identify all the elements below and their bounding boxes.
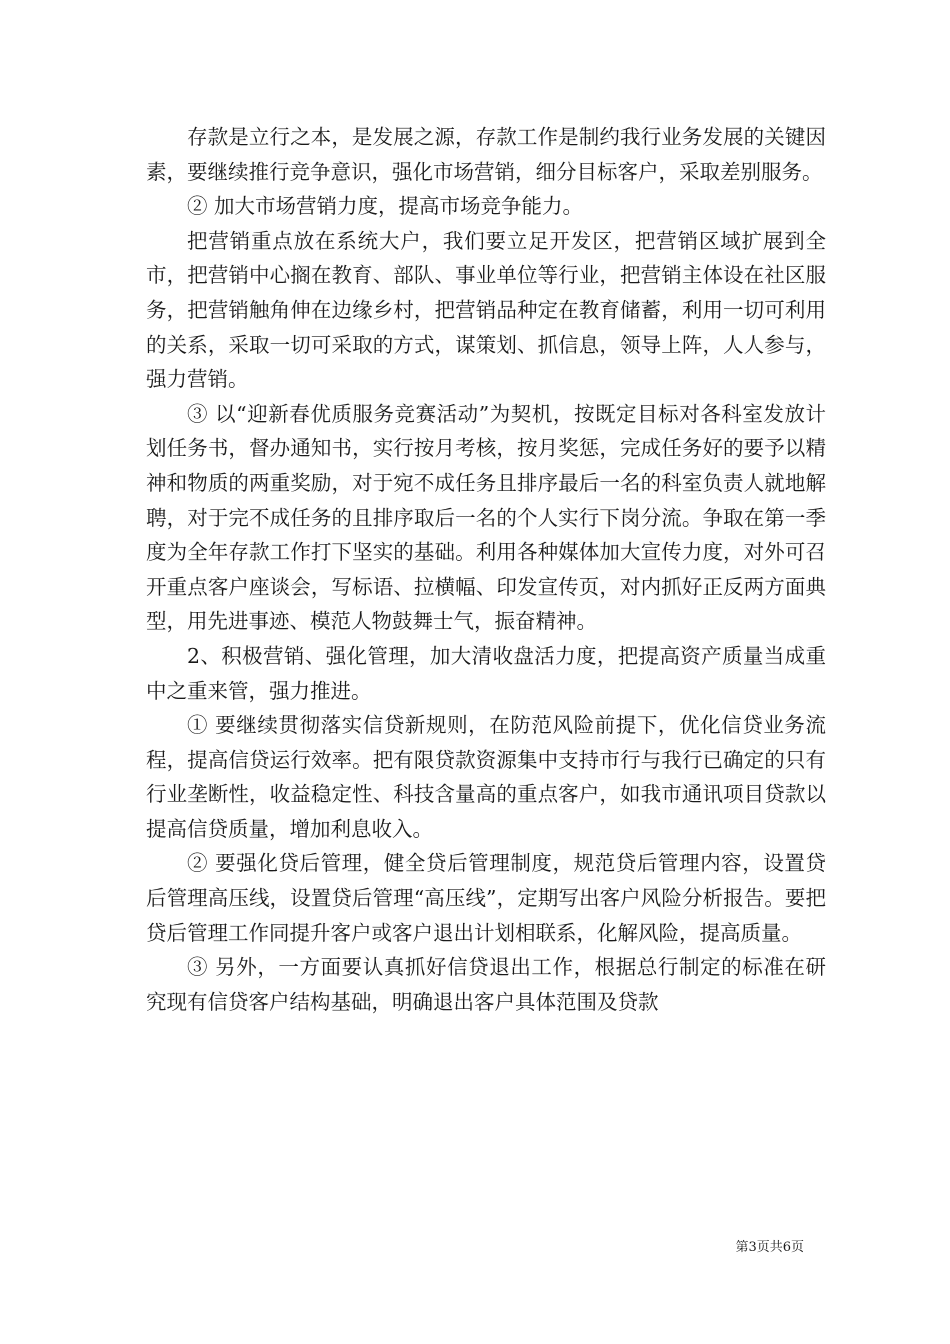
document-body xyxy=(146,120,826,1019)
paragraph-asset-quality: 2、积极营销、强化管理，加大清收盘活力度，把提高资产质量当成重中之重来管，强力推进。 xyxy=(146,643,826,703)
paragraph-deposit-foundation: 存款是立行之本，是发展之源，存款工作是制约我行业务发展的关键因素，要继续推行竞争意识，强化市场营销，细分目标客户，采取差别服务。 xyxy=(146,125,826,184)
paragraph-credit-exit: ③ 另外，一方面要认真抓好信贷退出工作，根据总行制定的标准在研究现有信贷客户结构基础，明确退出客户具体范围及贷款 xyxy=(146,955,826,1014)
paragraph-marketing-focus: 把营销重点放在系统大户，我们要立足开发区，把营销区域扩展到全市，把营销中心搁在教育、部队、事业单位等行业，把营销主体设在社区服务，把营销触角伸在边缘乡村，把营销品种定在教育储蓄，利用一切可利用的关系，采取一切可采取的方式，谋策划、抓信息，领导上阵，人人参与，强力营销。 xyxy=(146,228,826,392)
paragraph-post-loan-management: ② 要强化贷后管理，健全贷后管理制度，规范贷后管理内容，设置贷后管理高压线，设置贷后管理“高压线”，定期写出客户风险分析报告。要把贷后管理工作同提升客户或客户退出计划相联系，化解风险，提高质量。 xyxy=(146,851,826,945)
paragraph-credit-rules: ① 要继续贯彻落实信贷新规则，在防范风险前提下，优化信贷业务流程，提高信贷运行效率。把有限贷款资源集中支持市行与我行已确定的只有行业垄断性，收益稳定性、科技含量高的重点客户，如我市通讯项目贷款以提高信贷质量，增加利息收入。 xyxy=(146,713,826,841)
paragraph-service-competition: ③ 以“迎新春优质服务竞赛活动”为契机，按既定目标对各科室发放计划任务书，督办通知书，实行按月考核，按月奖惩，完成任务好的要予以精神和物质的两重奖励，对于宛不成任务且排序最后一名的科室负责人就地解聘，对于完不成任务的且排序取后一名的个人实行下岗分流。争取在第一季度为全年存款工作打下坚实的基础。利用各种媒体加大宣传力度，对外可召开重点客户座谈会，写标语、拉横幅、印发宣传页，对内抓好正反两方面典型，用先进事迹、模范人物鼓舞士气，振奋精神。 xyxy=(146,401,826,634)
page-number-footer: 第3页共6页 xyxy=(735,1240,804,1255)
paragraph-marketing-heading: ② 加大市场营销力度，提高市场竞争能力。 xyxy=(187,194,584,219)
